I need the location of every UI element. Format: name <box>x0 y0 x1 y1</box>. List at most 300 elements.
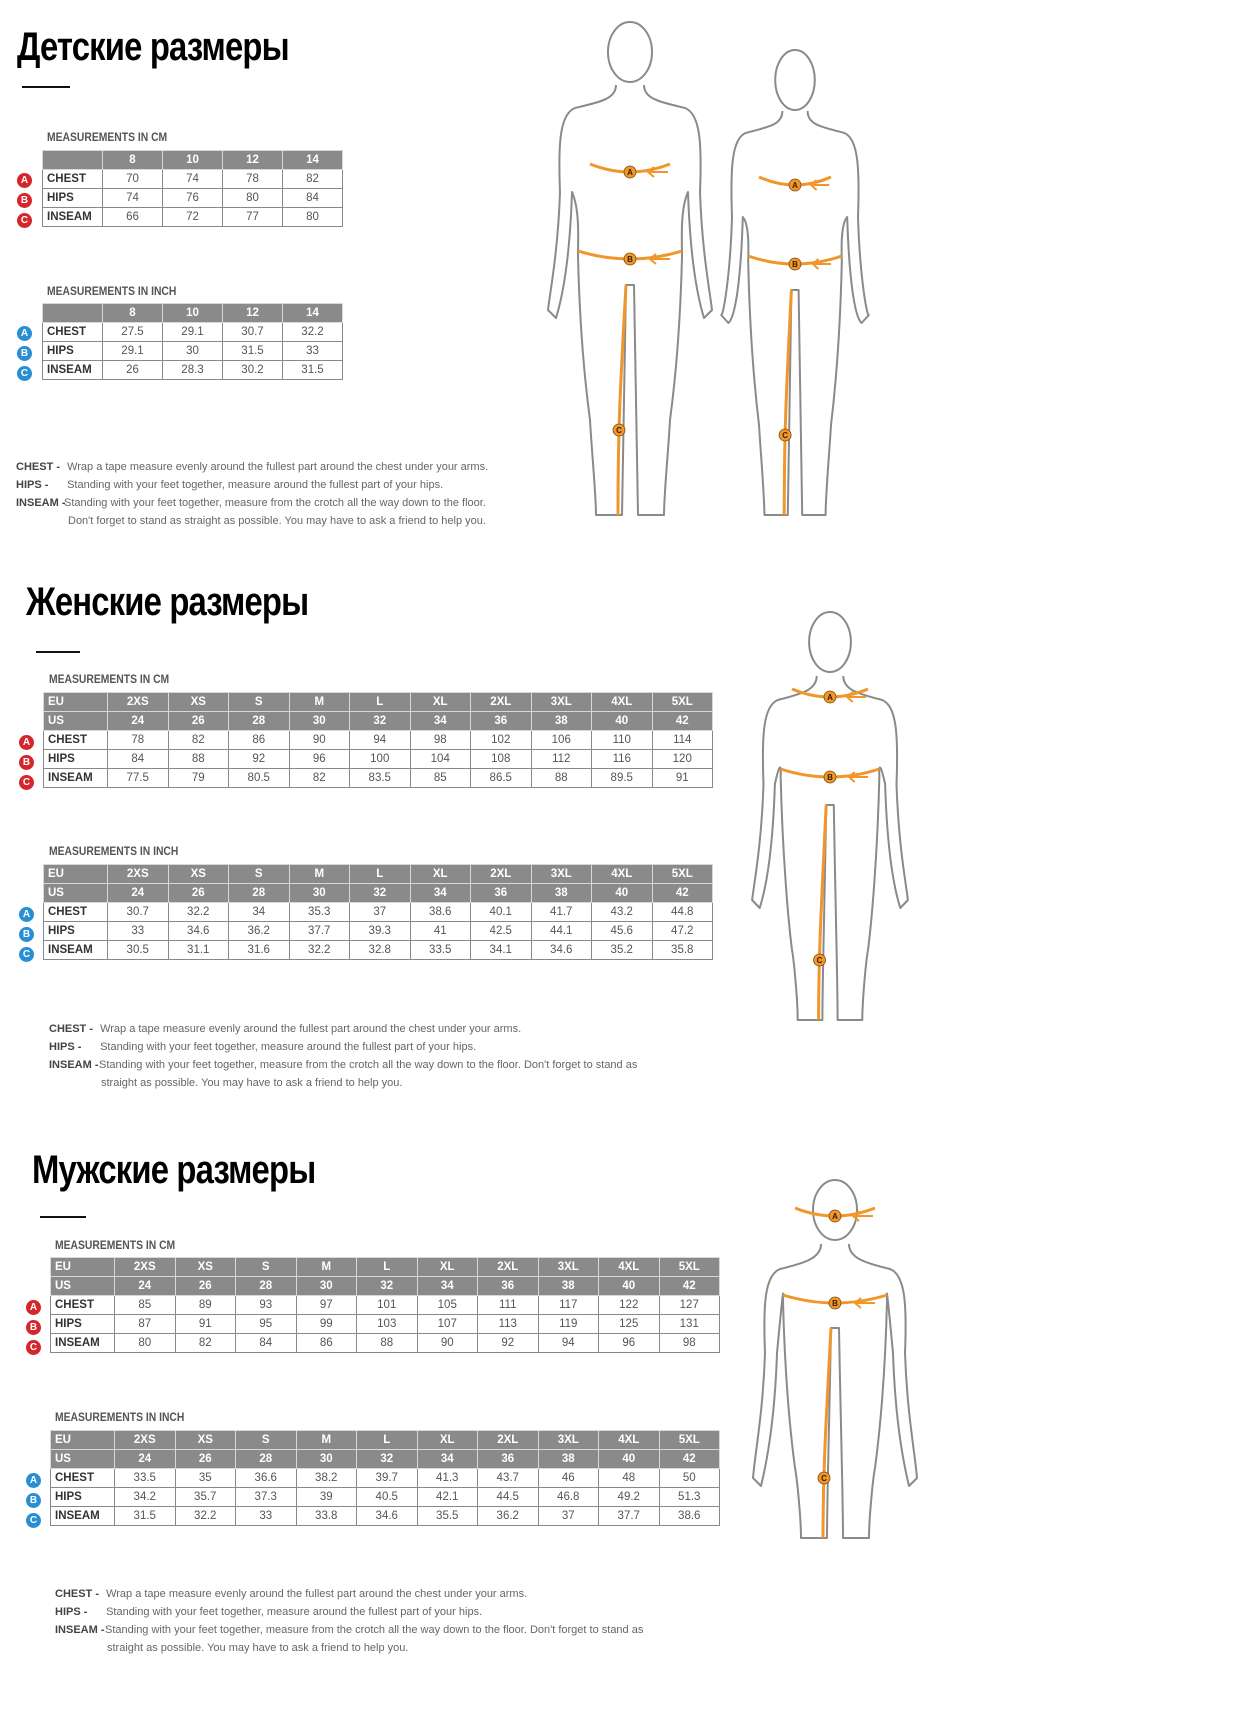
table-cell: 103 <box>357 1315 418 1334</box>
table-cell: 40.1 <box>471 903 532 922</box>
header-cell: 38 <box>538 1450 599 1469</box>
table-row <box>43 208 343 227</box>
marker-a-badge: A <box>19 907 34 922</box>
header-cell: 36 <box>478 1277 539 1296</box>
header-cell: XS <box>175 1431 236 1450</box>
header-cell: M <box>296 1258 357 1277</box>
header-cell: L <box>357 1431 418 1450</box>
header-cell: XL <box>410 865 471 884</box>
women-notes <box>49 1020 637 1092</box>
header-cell: 2XL <box>478 1258 539 1277</box>
table-cell: 108 <box>471 750 532 769</box>
body-outline <box>753 1244 917 1538</box>
header-cell: 32 <box>357 1450 418 1469</box>
row-label: HIPS <box>44 750 108 769</box>
table-cell: 35 <box>175 1469 236 1488</box>
women-inch-caption: MEASUREMENTS IN INCH <box>49 846 179 858</box>
table-cell: 93 <box>236 1296 297 1315</box>
table-row <box>51 1488 720 1507</box>
marker-c-badge: C <box>19 947 34 962</box>
note-inseam-cont: straight as possible. You may have to ask a friend to help you. <box>107 1642 409 1654</box>
note-hips: HIPS - Standing with your feet together, measure around the fullest part of your hips. <box>49 1041 477 1053</box>
note-chest: CHEST - Wrap a tape measure evenly around the fullest part around the chest under your arms. <box>16 461 489 473</box>
header-cell: 5XL <box>652 865 713 884</box>
table-cell: 77 <box>223 208 283 227</box>
table-cell: 84 <box>283 189 343 208</box>
body-outline <box>752 676 908 1020</box>
table-cell: 29.1 <box>163 323 223 342</box>
header-cell: 38 <box>538 1277 599 1296</box>
kids-cm-size-table <box>42 150 343 227</box>
header-cell: XS <box>168 693 229 712</box>
row-label: INSEAM <box>51 1334 115 1353</box>
table-row <box>43 170 343 189</box>
row-label: EU <box>51 1258 115 1277</box>
header-cell: 8 <box>103 304 163 323</box>
head-outline <box>809 612 851 672</box>
row-label: CHEST <box>51 1469 115 1488</box>
table-cell: 117 <box>538 1296 599 1315</box>
table-row <box>43 361 343 380</box>
kids-boy-figure <box>540 10 720 565</box>
table-cell: 39.3 <box>350 922 411 941</box>
table-cell: 98 <box>659 1334 720 1353</box>
table-cell: 38.6 <box>659 1507 720 1526</box>
table-cell: 35.7 <box>175 1488 236 1507</box>
table-cell: 116 <box>592 750 653 769</box>
table-header-row <box>51 1277 720 1296</box>
marker-a-label: A <box>627 168 633 177</box>
marker-b-badge: B <box>17 346 32 361</box>
men-inch-size-table <box>50 1430 720 1526</box>
header-cell: L <box>350 693 411 712</box>
note-inseam-cont: Don't forget to stand as straight as possible. You may have to ask a friend to help you. <box>68 515 486 527</box>
table-cell: 96 <box>599 1334 660 1353</box>
table-cell: 41 <box>410 922 471 941</box>
table-cell: 30.7 <box>223 323 283 342</box>
row-label: HIPS <box>51 1488 115 1507</box>
header-cell: 3XL <box>538 1258 599 1277</box>
table-cell: 88 <box>357 1334 418 1353</box>
table-cell: 33 <box>108 922 169 941</box>
row-label: CHEST <box>44 903 108 922</box>
men-cm-size-table <box>50 1257 720 1353</box>
head-outline <box>775 50 815 110</box>
table-cell: 107 <box>417 1315 478 1334</box>
header-cell: 38 <box>531 712 592 731</box>
row-label: HIPS <box>44 922 108 941</box>
marker-a-badge: A <box>17 173 32 188</box>
table-cell: 106 <box>531 731 592 750</box>
table-cell: 125 <box>599 1315 660 1334</box>
table-cell: 34.2 <box>115 1488 176 1507</box>
table-cell: 50 <box>659 1469 720 1488</box>
header-cell: 3XL <box>538 1431 599 1450</box>
header-cell: XL <box>410 693 471 712</box>
table-cell: 90 <box>289 731 350 750</box>
header-cell: M <box>289 865 350 884</box>
header-cell: XS <box>175 1258 236 1277</box>
marker-c-badge: C <box>19 775 34 790</box>
table-cell: 112 <box>531 750 592 769</box>
kids-notes <box>16 458 488 530</box>
header-cell: 36 <box>478 1450 539 1469</box>
header-cell: 2XS <box>108 693 169 712</box>
table-cell: 43.2 <box>592 903 653 922</box>
table-row <box>44 731 713 750</box>
row-label: US <box>51 1450 115 1469</box>
table-cell: 94 <box>538 1334 599 1353</box>
table-cell: 30.7 <box>108 903 169 922</box>
marker-b-label: B <box>627 255 633 264</box>
marker-a-badge: A <box>17 326 32 341</box>
table-cell: 82 <box>283 170 343 189</box>
header-cell: 30 <box>296 1277 357 1296</box>
header-cell: 10 <box>163 151 223 170</box>
header-cell: 28 <box>236 1277 297 1296</box>
header-cell: 10 <box>163 304 223 323</box>
header-cell: 26 <box>168 884 229 903</box>
table-cell: 98 <box>410 731 471 750</box>
table-cell: 104 <box>410 750 471 769</box>
header-cell: M <box>289 693 350 712</box>
marker-c-label: C <box>616 426 622 435</box>
header-cell: 34 <box>410 884 471 903</box>
table-cell: 38.2 <box>296 1469 357 1488</box>
table-cell: 37.7 <box>599 1507 660 1526</box>
header-cell: 32 <box>357 1277 418 1296</box>
table-cell: 47.2 <box>652 922 713 941</box>
women-cm-size-table <box>43 692 713 788</box>
header-cell: 24 <box>108 712 169 731</box>
men-figure <box>750 1168 920 1703</box>
header-cell: 26 <box>175 1277 236 1296</box>
table-cell: 80 <box>115 1334 176 1353</box>
table-cell: 29.1 <box>103 342 163 361</box>
table-cell: 79 <box>168 769 229 788</box>
marker-a-label: A <box>792 181 798 190</box>
header-cell: 30 <box>296 1450 357 1469</box>
header-cell: XL <box>417 1258 478 1277</box>
row-label: INSEAM <box>44 941 108 960</box>
table-cell: 87 <box>115 1315 176 1334</box>
table-row <box>43 189 343 208</box>
row-label: CHEST <box>44 731 108 750</box>
table-cell: 31.5 <box>283 361 343 380</box>
table-cell: 86 <box>229 731 290 750</box>
table-cell: 89 <box>175 1296 236 1315</box>
header-cell: S <box>236 1258 297 1277</box>
marker-b-badge: B <box>26 1320 41 1335</box>
marker-b-badge: B <box>17 193 32 208</box>
marker-c-label: C <box>816 956 823 965</box>
table-cell: 91 <box>175 1315 236 1334</box>
kids-cm-caption: MEASUREMENTS IN CM <box>47 132 168 144</box>
header-cell: 30 <box>289 712 350 731</box>
table-cell: 95 <box>236 1315 297 1334</box>
header-cell: S <box>229 693 290 712</box>
table-cell: 51.3 <box>659 1488 720 1507</box>
kids-inch-size-table <box>42 303 343 380</box>
table-row <box>44 903 713 922</box>
header-cell: 40 <box>599 1450 660 1469</box>
table-cell: 86 <box>296 1334 357 1353</box>
table-row <box>44 769 713 788</box>
header-cell: 40 <box>592 712 653 731</box>
table-cell: 27.5 <box>103 323 163 342</box>
marker-b-badge: B <box>26 1493 41 1508</box>
table-cell: 30.5 <box>108 941 169 960</box>
table-cell: 28.3 <box>163 361 223 380</box>
table-cell: 31.1 <box>168 941 229 960</box>
table-cell: 90 <box>417 1334 478 1353</box>
head-outline <box>608 22 652 82</box>
header-cell: 14 <box>283 151 343 170</box>
header-cell: XS <box>168 865 229 884</box>
table-cell: 34.6 <box>531 941 592 960</box>
row-label: HIPS <box>43 342 103 361</box>
body-outline <box>548 85 712 515</box>
men-notes <box>55 1585 643 1657</box>
table-cell: 127 <box>659 1296 720 1315</box>
header-cell: 28 <box>236 1450 297 1469</box>
table-cell: 32.8 <box>350 941 411 960</box>
table-cell: 72 <box>163 208 223 227</box>
table-header-row <box>44 712 713 731</box>
table-cell: 35.5 <box>417 1507 478 1526</box>
table-cell: 96 <box>289 750 350 769</box>
table-cell: 34 <box>229 903 290 922</box>
header-cell: 34 <box>417 1277 478 1296</box>
women-title-rule <box>36 651 80 653</box>
table-cell: 33.5 <box>115 1469 176 1488</box>
table-cell: 80 <box>283 208 343 227</box>
table-cell: 41.3 <box>417 1469 478 1488</box>
header-cell: S <box>236 1431 297 1450</box>
table-cell: 42.5 <box>471 922 532 941</box>
row-label: US <box>51 1277 115 1296</box>
table-cell: 32.2 <box>175 1507 236 1526</box>
header-cell: 12 <box>223 304 283 323</box>
header-cell: 2XS <box>115 1258 176 1277</box>
header-cell: 26 <box>175 1450 236 1469</box>
header-cell: 34 <box>417 1450 478 1469</box>
table-cell: 86.5 <box>471 769 532 788</box>
header-cell: 4XL <box>599 1258 660 1277</box>
marker-c-badge: C <box>26 1340 41 1355</box>
header-cell: 12 <box>223 151 283 170</box>
table-cell: 88 <box>531 769 592 788</box>
table-cell: 49.2 <box>599 1488 660 1507</box>
table-cell: 78 <box>108 731 169 750</box>
table-cell: 85 <box>115 1296 176 1315</box>
table-cell: 111 <box>478 1296 539 1315</box>
row-label: US <box>44 712 108 731</box>
table-cell: 119 <box>538 1315 599 1334</box>
table-cell: 46 <box>538 1469 599 1488</box>
table-cell: 100 <box>350 750 411 769</box>
table-cell: 30.2 <box>223 361 283 380</box>
men-cm-caption: MEASUREMENTS IN CM <box>55 1240 176 1252</box>
row-label: EU <box>44 693 108 712</box>
marker-b-badge: B <box>19 755 34 770</box>
row-label: INSEAM <box>43 361 103 380</box>
table-cell: 110 <box>592 731 653 750</box>
table-cell: 84 <box>236 1334 297 1353</box>
header-cell: S <box>229 865 290 884</box>
table-cell: 80.5 <box>229 769 290 788</box>
table-cell: 99 <box>296 1315 357 1334</box>
table-cell: 113 <box>478 1315 539 1334</box>
table-cell: 31.5 <box>115 1507 176 1526</box>
table-cell: 44.8 <box>652 903 713 922</box>
table-cell: 76 <box>163 189 223 208</box>
header-cell: 2XL <box>471 865 532 884</box>
table-cell: 36.2 <box>229 922 290 941</box>
header-cell: 24 <box>115 1450 176 1469</box>
header-cell: 24 <box>115 1277 176 1296</box>
table-cell: 34.6 <box>168 922 229 941</box>
table-cell: 44.5 <box>478 1488 539 1507</box>
women-figure <box>745 600 915 1125</box>
header-cell: 32 <box>350 884 411 903</box>
table-cell: 92 <box>229 750 290 769</box>
table-cell: 35.3 <box>289 903 350 922</box>
row-label: CHEST <box>43 323 103 342</box>
row-label: INSEAM <box>43 208 103 227</box>
header-cell: 2XL <box>471 693 532 712</box>
marker-c-badge: C <box>17 366 32 381</box>
table-cell: 34.6 <box>357 1507 418 1526</box>
table-cell: 66 <box>103 208 163 227</box>
men-title: Мужские размеры <box>32 1148 316 1192</box>
marker-a-label: A <box>832 1212 838 1221</box>
table-cell: 80 <box>223 189 283 208</box>
header-cell: 3XL <box>531 693 592 712</box>
table-row <box>43 342 343 361</box>
table-cell: 35.2 <box>592 941 653 960</box>
marker-c-badge: C <box>17 213 32 228</box>
table-cell: 39.7 <box>357 1469 418 1488</box>
note-inseam: INSEAM -Standing with your feet together, measure from the crotch all the way down to the floor. Don't forget to stand as <box>49 1059 638 1071</box>
table-cell: 33 <box>283 342 343 361</box>
table-cell: 82 <box>175 1334 236 1353</box>
note-hips: HIPS - Standing with your feet together, measure around the fullest part of your hips. <box>55 1606 483 1618</box>
table-cell: 33.5 <box>410 941 471 960</box>
table-cell: 37.7 <box>289 922 350 941</box>
row-label <box>43 151 103 170</box>
header-cell: 32 <box>350 712 411 731</box>
table-cell: 31.5 <box>223 342 283 361</box>
table-cell: 131 <box>659 1315 720 1334</box>
header-cell: 42 <box>652 884 713 903</box>
women-inch-size-table <box>43 864 713 960</box>
header-cell: 40 <box>592 884 653 903</box>
row-label: EU <box>44 865 108 884</box>
header-cell: 2XS <box>108 865 169 884</box>
header-cell: 5XL <box>659 1258 720 1277</box>
header-cell: 5XL <box>652 693 713 712</box>
header-cell: 28 <box>229 712 290 731</box>
header-cell: L <box>350 865 411 884</box>
table-header-row <box>44 865 713 884</box>
marker-c-label: C <box>782 431 788 440</box>
table-cell: 26 <box>103 361 163 380</box>
table-cell: 82 <box>289 769 350 788</box>
header-cell: 2XL <box>478 1431 539 1450</box>
table-cell: 33.8 <box>296 1507 357 1526</box>
marker-b-label: B <box>792 260 798 269</box>
table-row <box>51 1296 720 1315</box>
header-cell: M <box>296 1431 357 1450</box>
table-cell: 101 <box>357 1296 418 1315</box>
table-cell: 40.5 <box>357 1488 418 1507</box>
marker-b-label: B <box>832 1299 838 1308</box>
table-row <box>43 323 343 342</box>
header-cell: XL <box>417 1431 478 1450</box>
row-label <box>43 304 103 323</box>
table-header-row <box>44 693 713 712</box>
table-cell: 78 <box>223 170 283 189</box>
header-cell: 5XL <box>659 1431 720 1450</box>
table-row <box>44 922 713 941</box>
table-header-row <box>44 884 713 903</box>
header-cell: 42 <box>659 1450 720 1469</box>
table-cell: 36.2 <box>478 1507 539 1526</box>
table-cell: 74 <box>163 170 223 189</box>
header-cell: 36 <box>471 884 532 903</box>
table-row <box>51 1507 720 1526</box>
table-row <box>44 750 713 769</box>
table-cell: 105 <box>417 1296 478 1315</box>
header-cell: 28 <box>229 884 290 903</box>
table-cell: 84 <box>108 750 169 769</box>
marker-c-badge: C <box>26 1513 41 1528</box>
table-row <box>51 1469 720 1488</box>
table-cell: 45.6 <box>592 922 653 941</box>
header-cell: 34 <box>410 712 471 731</box>
header-cell: 4XL <box>592 693 653 712</box>
table-cell: 41.7 <box>531 903 592 922</box>
table-cell: 89.5 <box>592 769 653 788</box>
row-label: CHEST <box>43 170 103 189</box>
table-cell: 48 <box>599 1469 660 1488</box>
row-label: HIPS <box>43 189 103 208</box>
marker-a-badge: A <box>26 1300 41 1315</box>
row-label: INSEAM <box>51 1507 115 1526</box>
note-inseam-cont: straight as possible. You may have to ask a friend to help you. <box>101 1077 403 1089</box>
row-label: EU <box>51 1431 115 1450</box>
marker-b-label: B <box>827 773 833 782</box>
table-header-row <box>43 304 343 323</box>
table-row <box>51 1315 720 1334</box>
header-cell: 40 <box>599 1277 660 1296</box>
table-cell: 39 <box>296 1488 357 1507</box>
kids-girl-figure <box>710 35 880 565</box>
row-label: HIPS <box>51 1315 115 1334</box>
table-cell: 46.8 <box>538 1488 599 1507</box>
header-cell: 38 <box>531 884 592 903</box>
table-cell: 70 <box>103 170 163 189</box>
table-cell: 37 <box>350 903 411 922</box>
table-cell: 38.6 <box>410 903 471 922</box>
table-cell: 85 <box>410 769 471 788</box>
table-row <box>51 1334 720 1353</box>
table-cell: 82 <box>168 731 229 750</box>
women-title: Женские размеры <box>26 580 309 624</box>
table-cell: 102 <box>471 731 532 750</box>
table-cell: 30 <box>163 342 223 361</box>
